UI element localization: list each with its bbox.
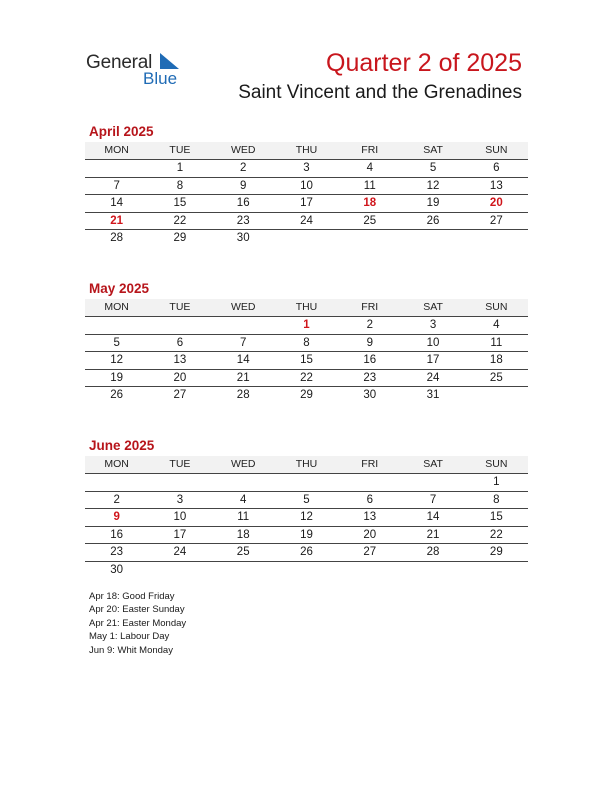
day-cell: 23 — [110, 546, 124, 558]
day-cell: 31 — [426, 389, 440, 401]
day-cell: 30 — [363, 389, 377, 401]
day-cell: 7 — [429, 493, 437, 506]
day-cell: 4 — [366, 162, 373, 174]
day-cell: 26 — [300, 546, 313, 558]
day-cell: 24 — [300, 214, 313, 227]
weekday-label: TUE — [169, 301, 191, 313]
weekday-label: WED — [230, 301, 256, 313]
day-cell — [212, 317, 275, 334]
weekday-label: WED — [230, 144, 256, 156]
holiday-note: Apr 20: Easter Sunday — [89, 604, 185, 616]
weekday-label: FRI — [361, 301, 379, 313]
day-cell: 27 — [173, 389, 187, 401]
day-cell: 23 — [363, 371, 377, 384]
weekday-label: FRI — [361, 458, 379, 470]
day-cell — [85, 160, 148, 177]
day-cell: 7 — [240, 336, 247, 349]
generalblue-logo — [86, 50, 186, 90]
weekday-header-row — [85, 299, 528, 317]
day-cell: 19 — [426, 197, 440, 209]
day-cell — [85, 317, 148, 334]
day-cell: 13 — [363, 511, 377, 523]
week-row — [85, 178, 528, 196]
weekday-label: SAT — [423, 144, 443, 156]
day-cell: 11 — [490, 336, 503, 349]
holiday-day-cell: 18 — [363, 197, 377, 209]
weekday-label: FRI — [361, 144, 379, 156]
weekday-label: MON — [104, 301, 129, 313]
day-cell: 30 — [110, 563, 124, 576]
day-cell: 21 — [236, 371, 250, 384]
holiday-notes — [89, 590, 186, 657]
week-row — [85, 492, 528, 510]
day-cell — [338, 474, 401, 491]
day-cell: 27 — [489, 214, 503, 227]
day-cell: 5 — [429, 162, 437, 174]
day-cell — [465, 387, 528, 404]
day-cell: 18 — [489, 354, 503, 366]
weekday-header-row — [85, 142, 528, 160]
day-cell — [465, 562, 528, 579]
holiday-day-cell: 9 — [113, 511, 120, 523]
weekday-label: SAT — [423, 301, 443, 313]
day-cell — [338, 230, 401, 247]
day-cell: 24 — [173, 546, 187, 558]
month-title: June 2025 — [89, 438, 155, 453]
day-cell: 29 — [300, 389, 313, 401]
holiday-day-cell: 21 — [110, 214, 124, 227]
weekday-label: TUE — [169, 458, 191, 470]
page-title: Quarter 2 of 2025 — [326, 49, 522, 77]
day-cell: 12 — [300, 511, 313, 523]
day-cell — [401, 562, 464, 579]
day-cell: 16 — [363, 354, 377, 366]
day-cell: 6 — [493, 162, 500, 174]
day-cell — [338, 562, 401, 579]
day-cell: 4 — [493, 319, 500, 331]
day-cell: 14 — [236, 354, 250, 366]
day-cell: 28 — [426, 546, 440, 558]
day-cell: 2 — [113, 493, 120, 506]
week-row — [85, 370, 528, 388]
day-cell: 13 — [173, 354, 187, 366]
day-cell — [401, 230, 464, 247]
week-row — [85, 317, 528, 335]
day-cell — [148, 562, 211, 579]
day-cell — [401, 474, 464, 491]
week-row — [85, 527, 528, 545]
week-row — [85, 562, 528, 579]
day-cell: 29 — [489, 546, 503, 558]
week-row — [85, 509, 528, 527]
day-cell: 14 — [426, 511, 440, 523]
day-cell: 25 — [489, 371, 503, 384]
day-cell: 8 — [493, 493, 500, 506]
day-cell — [212, 562, 275, 579]
day-cell: 15 — [173, 197, 187, 209]
month-calendar-may — [85, 280, 528, 404]
day-cell — [148, 317, 211, 334]
day-cell: 23 — [236, 214, 250, 227]
day-cell: 16 — [110, 528, 124, 541]
day-cell: 8 — [303, 336, 310, 349]
day-cell: 20 — [173, 371, 187, 384]
day-cell: 16 — [236, 197, 250, 209]
day-cell: 25 — [363, 214, 377, 227]
month-title: April 2025 — [89, 124, 154, 139]
logo-word-general: General — [86, 52, 153, 73]
day-cell: 26 — [426, 214, 440, 227]
week-row — [85, 544, 528, 562]
day-cell: 3 — [303, 162, 310, 174]
day-cell — [148, 474, 211, 491]
day-cell: 21 — [426, 528, 440, 541]
weekday-label: SUN — [485, 144, 508, 156]
day-cell — [275, 230, 338, 247]
day-cell: 26 — [110, 389, 124, 401]
day-cell: 2 — [366, 319, 373, 331]
day-cell: 8 — [176, 179, 184, 192]
holiday-day-cell: 1 — [303, 319, 310, 331]
day-cell: 1 — [493, 476, 500, 488]
day-cell: 10 — [173, 511, 187, 523]
day-cell — [212, 474, 275, 491]
day-cell: 22 — [300, 371, 313, 384]
day-cell: 25 — [236, 546, 250, 558]
holiday-note: May 1: Labour Day — [89, 631, 170, 643]
holiday-note: Jun 9: Whit Monday — [89, 644, 173, 656]
week-row — [85, 213, 528, 231]
week-row — [85, 474, 528, 492]
day-cell: 17 — [300, 197, 313, 209]
weekday-header-row — [85, 456, 528, 474]
day-cell: 10 — [426, 336, 440, 349]
weekday-label: SUN — [485, 301, 508, 313]
month-calendar-june — [85, 437, 528, 578]
day-cell: 22 — [173, 214, 187, 227]
week-row — [85, 195, 528, 213]
weekday-label: THU — [295, 144, 318, 156]
day-cell: 27 — [363, 546, 377, 558]
day-cell: 9 — [240, 179, 247, 192]
weekday-label: THU — [295, 301, 318, 313]
day-cell: 22 — [489, 528, 503, 541]
weekday-label: MON — [104, 144, 129, 156]
day-cell: 3 — [429, 319, 437, 331]
day-cell: 10 — [300, 179, 313, 192]
country-subtitle: Saint Vincent and the Grenadines — [238, 82, 522, 103]
week-row — [85, 352, 528, 370]
weekday-label: THU — [295, 458, 318, 470]
day-cell: 12 — [110, 354, 124, 366]
day-cell — [85, 474, 148, 491]
week-row — [85, 160, 528, 178]
day-cell: 5 — [303, 493, 310, 506]
day-cell: 15 — [489, 511, 503, 523]
day-cell: 28 — [110, 232, 124, 244]
week-row — [85, 335, 528, 353]
day-cell: 6 — [366, 493, 373, 506]
holiday-note: Apr 21: Easter Monday — [89, 617, 187, 629]
day-cell: 17 — [426, 354, 440, 366]
month-title: May 2025 — [89, 281, 150, 296]
holiday-day-cell: 20 — [489, 197, 503, 209]
week-row — [85, 230, 528, 247]
day-cell: 19 — [300, 528, 313, 541]
weekday-label: MON — [104, 458, 129, 470]
day-cell: 15 — [300, 354, 313, 366]
weekday-label: SAT — [423, 458, 443, 470]
day-cell: 24 — [426, 371, 440, 384]
day-cell: 29 — [173, 232, 187, 244]
day-cell: 6 — [176, 336, 184, 349]
day-cell: 12 — [426, 179, 440, 192]
weekday-label: TUE — [169, 144, 191, 156]
day-cell: 17 — [173, 528, 187, 541]
day-cell — [275, 474, 338, 491]
day-cell: 28 — [236, 389, 250, 401]
weekday-label: WED — [230, 458, 256, 470]
day-cell: 7 — [113, 179, 120, 192]
holiday-note: Apr 18: Good Friday — [89, 591, 175, 602]
month-calendar-april — [85, 123, 528, 247]
day-cell: 30 — [236, 232, 250, 244]
day-cell: 2 — [240, 162, 247, 174]
day-cell: 20 — [363, 528, 377, 541]
day-cell: 11 — [363, 179, 376, 192]
day-cell: 3 — [176, 493, 184, 506]
day-cell — [465, 230, 528, 247]
day-cell: 19 — [110, 371, 124, 384]
day-cell: 4 — [240, 493, 247, 506]
day-cell — [275, 562, 338, 579]
day-cell: 1 — [176, 162, 184, 174]
day-cell: 5 — [113, 336, 120, 349]
logo-word-blue: Blue — [143, 69, 178, 88]
day-cell: 18 — [236, 528, 250, 541]
day-cell: 11 — [237, 511, 250, 523]
day-cell: 9 — [366, 336, 373, 349]
weekday-label: SUN — [485, 458, 508, 470]
week-row — [85, 387, 528, 404]
day-cell: 13 — [489, 179, 503, 192]
day-cell: 14 — [110, 197, 124, 209]
